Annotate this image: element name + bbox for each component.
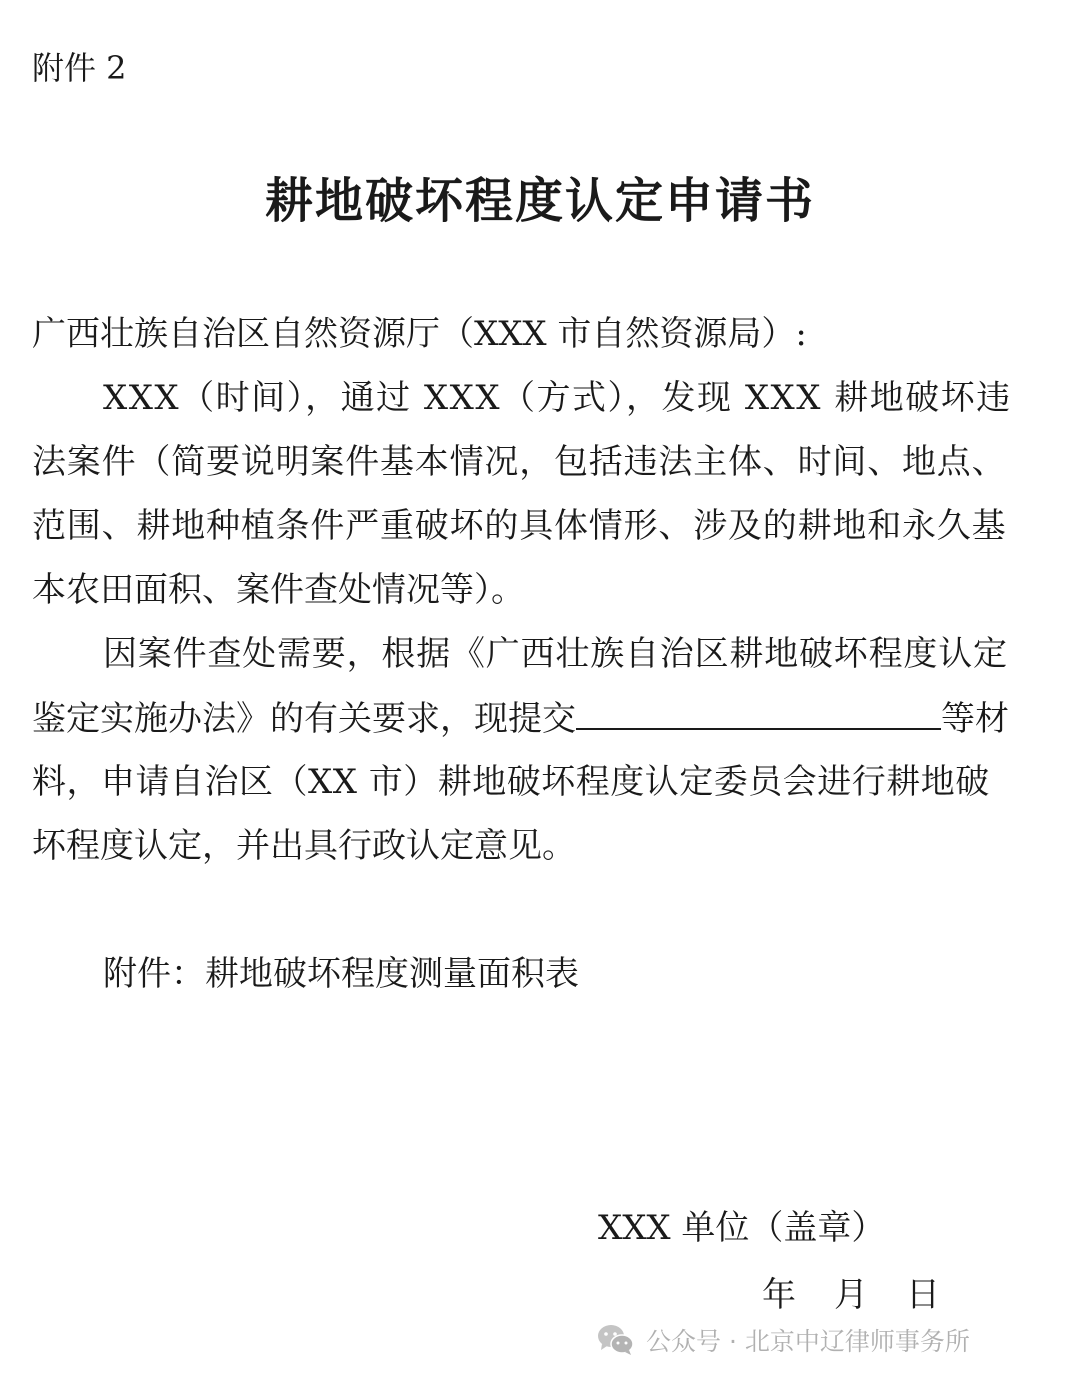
date-month: 月 [834, 1275, 868, 1315]
date-day: 日 [906, 1275, 940, 1315]
paragraph2-line3: 料，申请自治区（XX 市）耕地破坏程度认定委员会进行耕地破 [32, 762, 990, 802]
paragraph2-line4: 坏程度认定，并出具行政认定意见。 [32, 826, 576, 866]
paragraph1-line2: 法案件（简要说明案件基本情况，包括违法主体、时间、地点、 [32, 442, 1007, 482]
document-title: 耕地破坏程度认定申请书 [264, 173, 815, 229]
attachment-label: 附件 2 [32, 49, 127, 87]
paragraph1-line1-text: XXX（时间），通过 XXX（方式），发现 XXX 耕地破坏违 [103, 378, 1012, 418]
addressee: 广西壮族自治区自然资源厅（XXX 市自然资源局）: [32, 314, 807, 354]
date-line [762, 1273, 940, 1317]
date-year: 年 [762, 1275, 796, 1315]
paragraph2-line2 [32, 696, 1009, 741]
paragraph1-line3: 范围、耕地种植条件严重破坏的具体情形、涉及的耕地和永久基 [32, 506, 1007, 546]
watermark-text: 公众号 · 北京中辽律师事务所 [646, 1327, 970, 1356]
watermark [596, 1322, 970, 1358]
signature-line: XXX 单位（盖章） [598, 1208, 886, 1248]
paragraph1-line1 [103, 376, 1041, 420]
materials-blank-field[interactable] [576, 696, 941, 730]
attachment-note: 附件：耕地破坏程度测量面积表 [103, 954, 579, 994]
paragraph2-line2-text: 鉴定实施办法》的有关要求，现提交 [32, 699, 576, 739]
paragraph2-line1: 因案件查处需要，根据《广西壮族自治区耕地破坏程度认定 [103, 634, 1008, 674]
wechat-icon [596, 1323, 636, 1357]
paragraph2-line2-tail: 等材 [941, 699, 1009, 739]
paragraph1-line4: 本农田面积、案件查处情况等）。 [32, 570, 525, 610]
